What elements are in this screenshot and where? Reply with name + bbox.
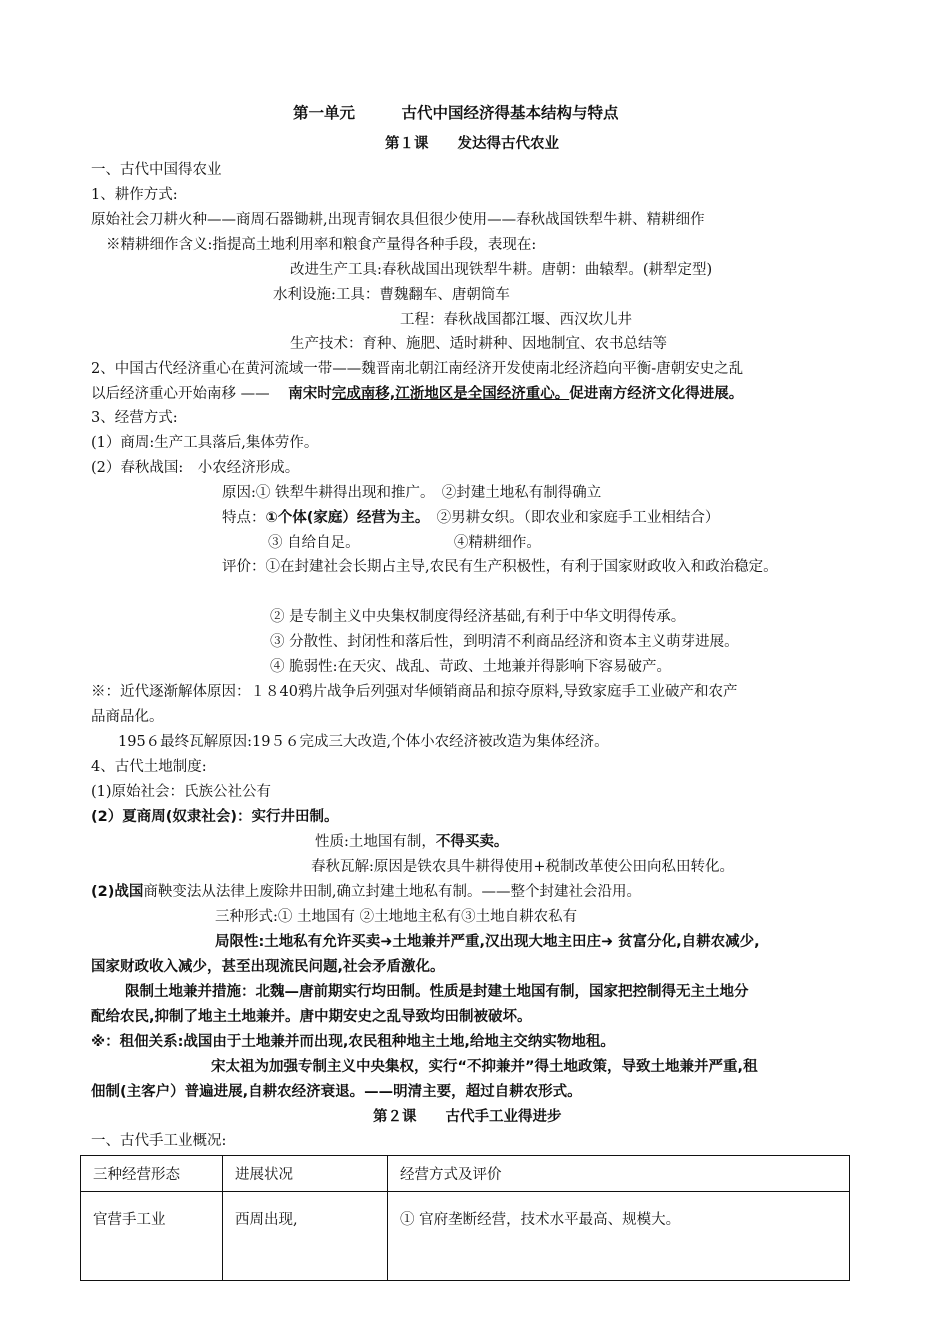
text-line: 三种形式:① 土地国有 ②土地地主私有③土地自耕农私有 <box>215 909 578 925</box>
text-line: ② 是专制主义中央集权制度得经济基础,有利于中华文明得传承。 <box>270 609 686 625</box>
text-line: 改进生产工具:春秋战国出现铁犁牛耕。唐朝：曲辕犁。(耕犁定型) <box>290 262 713 278</box>
handicraft-table <box>80 1155 850 1281</box>
subsection-1-3: 3、经营方式: <box>91 410 178 426</box>
text-span-bold: 不得买卖。 <box>435 834 509 850</box>
text-span-bold: 南宋时 <box>288 386 332 402</box>
table-header-cell: 进展状况 <box>223 1156 388 1192</box>
text-line: 水利设施:工具：曹魏翻车、唐朝筒车 <box>273 287 510 303</box>
text-line: ※精耕细作含义:指提高土地利用率和粮食产量得各种手段，表现在: <box>106 237 537 253</box>
table-cell: ① 官府垄断经营，技术水平最高、规模大。 <box>388 1192 850 1281</box>
text-line: ③ 自给自足。 ④精耕细作。 <box>268 535 541 551</box>
text-line: 限制土地兼并措施：北魏—唐前期实行均田制。性质是封建土地国有制，国家把控制得无主土地分 <box>125 984 749 1000</box>
lesson1-title: 第１课 发达得古代农业 <box>385 136 559 152</box>
text-line: 原因:① 铁犁牛耕得出现和推广。 ②封建土地私有制得确立 <box>222 485 602 501</box>
table-header-cell: 经营方式及评价 <box>388 1156 850 1192</box>
text-line: (1)原始社会：氏族公社公有 <box>91 784 272 800</box>
text-span: ②男耕女织。（即农业和家庭手工业相结合） <box>422 510 720 526</box>
text-line: 生产技术：育种、施肥、适时耕种、因地制宜、农书总结等 <box>290 336 667 352</box>
text-line: 2、中国古代经济重心在黄河流域一带——魏晋南北朝江南经济开发使南北经济趋向平衡-唐朝安史之乱 <box>91 361 744 377</box>
text-line <box>315 832 508 852</box>
text-span: 性质:土地国有制， <box>315 834 436 850</box>
text-span-bold: ①个体(家庭）经营为主。 <box>265 510 423 526</box>
text-line: ③ 分散性、封闭性和落后性，到明清不利商品经济和资本主义萌芽进展。 <box>270 634 739 650</box>
subsection-1-1: 1、耕作方式: <box>91 187 178 203</box>
text-line: (2）夏商周(奴隶社会)：实行井田制。 <box>91 809 339 825</box>
text-line: ※：近代逐渐解体原因：１８40鸦片战争后列强对华倾销商品和掠夺原料,导致家庭手工业破产和农产 <box>91 684 738 700</box>
table-header-cell: 三种经营形态 <box>81 1156 223 1192</box>
text-span-underlined: 完成南移,江浙地区是全国经济重心。 <box>331 386 570 402</box>
table-cell: 西周出现, <box>223 1192 388 1281</box>
text-line: 195６最终瓦解原因:19５６完成三大改造,个体小农经济被改造为集体经济。 <box>118 734 609 750</box>
text-span: 商鞅变法从法律上废除井田制,确立封建土地私有制。——整个封建社会沿用。 <box>143 884 641 900</box>
table-cell: 官营手工业 <box>81 1192 223 1281</box>
lesson2-title: 第２课 古代手工业得进步 <box>373 1109 562 1125</box>
text-line <box>91 882 641 902</box>
section-1-heading: 一、古代中国得农业 <box>91 162 222 178</box>
text-line: (2）春秋战国: 小农经济形成。 <box>91 460 300 476</box>
text-line: ※：租佃关系:战国由于土地兼并而出现,农民租种地主土地,给地主交纳实物地租。 <box>91 1034 615 1050</box>
text-line: 春秋瓦解:原因是铁农具牛耕得使用+税制改革使公田向私田转化。 <box>311 859 735 875</box>
text-line <box>222 508 719 528</box>
subsection-1-4: 4、古代土地制度: <box>91 759 207 775</box>
text-line: 评价：①在封建社会长期占主导,农民有生产积极性，有利于国家财政收入和政治稳定。 <box>222 559 778 575</box>
table-row <box>81 1192 850 1281</box>
text-line: 品商品化。 <box>91 709 164 725</box>
text-line: 工程：春秋战国都江堰、西汉坎儿井 <box>400 312 632 328</box>
text-span-bold: 促进南方经济文化得进展。 <box>569 386 744 402</box>
text-line: 配给农民,抑制了地主土地兼并。唐中期安史之乱导致均田制被破坏。 <box>91 1009 532 1025</box>
section-2-heading: 一、古代手工业概况: <box>91 1133 227 1149</box>
table-header-row <box>81 1156 850 1192</box>
text-line: 宋太祖为加强专制主义中央集权，实行“不抑兼并”得土地政策，导致土地兼并严重,租 <box>211 1059 758 1075</box>
text-line: 佃制(主客户）普遍进展,自耕农经济衰退。——明清主要，超过自耕农形式。 <box>91 1084 582 1100</box>
text-line: 国家财政收入减少，甚至出现流民问题,社会矛盾激化。 <box>91 959 445 975</box>
text-span: 以后经济重心开始南移 —— <box>91 386 270 402</box>
unit-title: 第一单元 古代中国经济得基本结构与特点 <box>293 104 619 122</box>
text-line: ④ 脆弱性:在天灾、战乱、苛政、土地兼并得影响下容易破产。 <box>270 659 671 675</box>
text-line <box>91 384 743 404</box>
text-line: (1）商周:生产工具落后,集体劳作。 <box>91 435 319 451</box>
text-span: 特点： <box>222 510 266 526</box>
text-span-bold: (2)战国 <box>91 884 144 900</box>
text-line: 局限性:土地私有允许买卖➜土地兼并严重,汉出现大地主田庄➜ 贫富分化,自耕农减少, <box>215 934 760 950</box>
text-line: 原始社会刀耕火种——商周石器锄耕,出现青铜农具但很少使用——春秋战国铁犁牛耕、精耕细作 <box>91 212 705 228</box>
